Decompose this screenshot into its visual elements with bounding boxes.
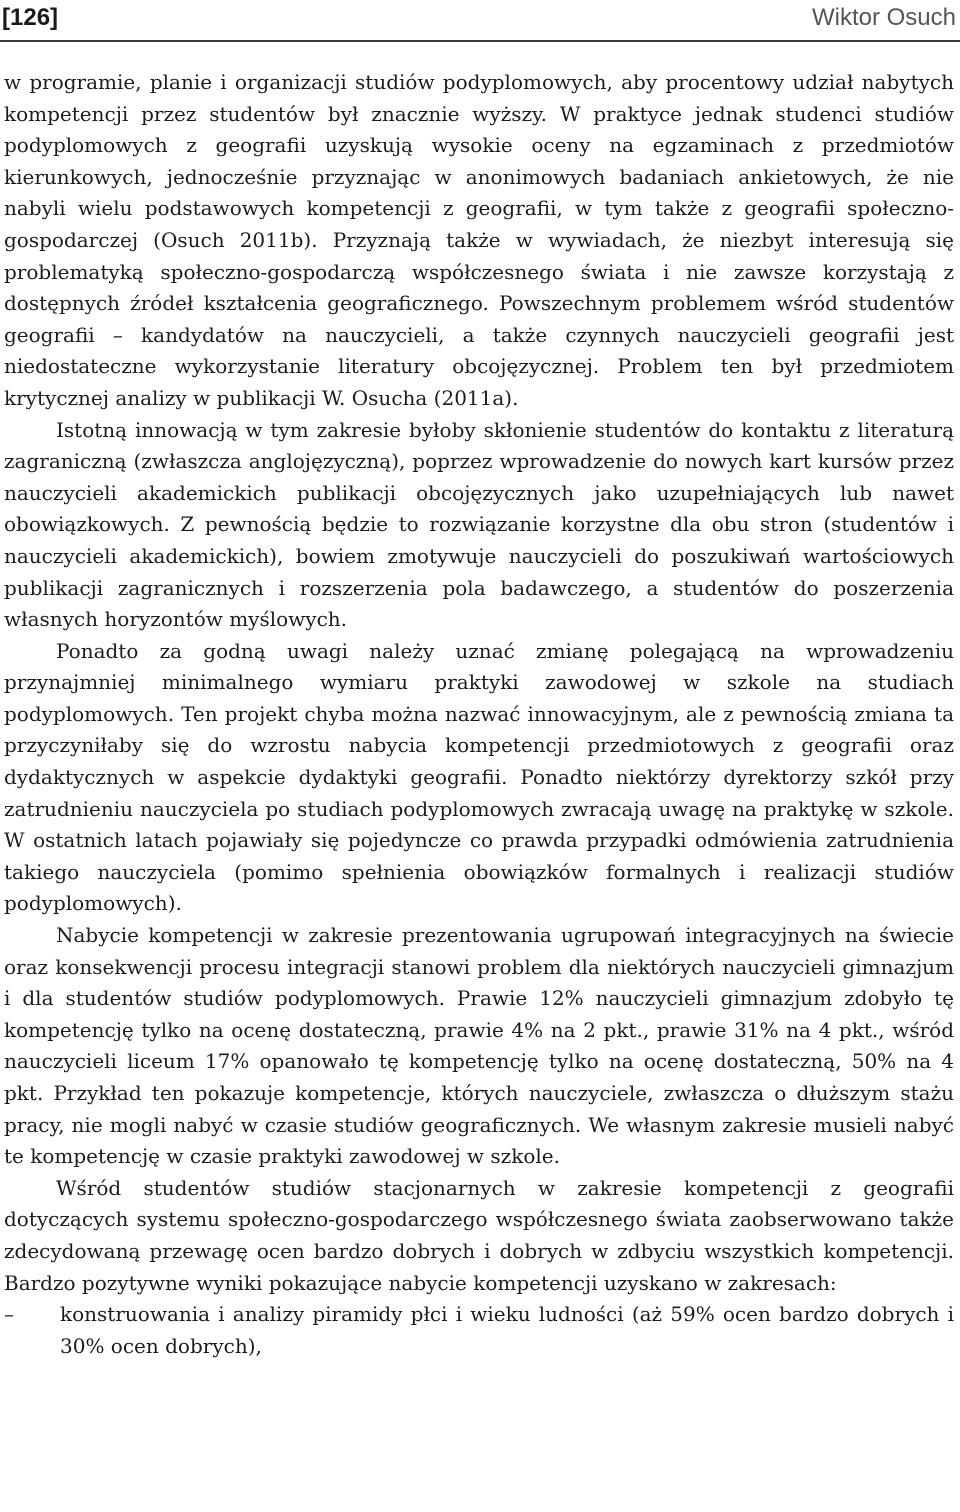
paragraph-continued: w programie, planie i organizacji studiów podyplomowych, aby procentowy udział nabytych kompetencji przez studentów był znacznie wyższy. W praktyce jednak studenci studiów podyplomowych z geografii uzyskują wysokie oceny na egzaminach z przedmiotów kierunkowych, jednocześnie przyznając w anonimowych badaniach ankietowych, że nie nabyli wielu podstawowych kompetencji z geografii, w tym także z geografii społeczno-gospodarczej (Osuch 2011b). Przyznają także w wywiadach, że niezbyt interesują się problematyką społeczno-gospodarczą współczesnego świata i nie zawsze korzystają z dostępnych źródeł kształcenia geograficznego. Powszechnym problemem wśród studentów geografii – kandydatów na nauczycieli, a także czynnych nauczycieli geografii jest niedostateczne wykorzystanie literatury obcojęzycznej. Problem ten był przedmiotem krytycznej analizy w publikacji W. Osucha (2011a). [4, 70, 954, 410]
list-item [4, 1299, 954, 1362]
paragraph: Ponadto za godną uwagi należy uznać zmianę polegającą na wprowadzeniu przynajmniej minimalnego wymiaru praktyki zawodowej w szkole na studiach podyplomowych. Ten projekt chyba można nazwać innowacyjnym, ale z pewnością zmiana ta przyczyniłaby się do wzrostu nabycia kompetencji przedmiotowych z geografii oraz dydaktycznych w aspekcie dydaktyki geografii. Ponadto niektórzy dyrektorzy szkół przy zatrudnieniu nauczyciela po studiach podyplomowych zwracają uwagę na praktykę w szkole. W ostatnich latach pojawiały się pojedyncze co prawda przypadki odmówienia zatrudnienia takiego nauczyciela (pomimo spełnienia obowiązków formalnych i realizacji studiów podyplomowych). [4, 638, 954, 916]
running-author: Wiktor Osuch [811, 4, 956, 31]
running-header [0, 0, 960, 36]
paragraph: Nabycie kompetencji w zakresie prezentowania ugrupowań integracyjnych na świecie oraz konsekwencji procesu integracji stanowi problem dla niektórych nauczycieli gimnazjum i dla studentów studiów podyplomowych. Prawie 12% nauczycieli gimnazjum zdobyło tę kompetencję tylko na ocenę dostateczną, prawie 4% na 2 pkt., prawie 31% na 4 pkt., wśród nauczycieli liceum 17% opanowało tę kompetencję tylko na ocenę dostateczną, 50% na 4 pkt. Przykład ten pokazuje kompetencje, których nauczyciele, zwłaszcza o dłuższym stażu pracy, nie mogli nabyć w czasie studiów geograficznych. We własnym zakresie musieli nabyć te kompetencję w czasie praktyki zawodowej w szkole. [4, 923, 954, 1169]
competency-list [4, 1299, 954, 1362]
page-number: [126] [2, 4, 59, 31]
paragraph: Wśród studentów studiów stacjonarnych w zakresie kompetencji z geografii dotyczących systemu społeczno-gospodarczego współczesnego świata zaobserwowano także zdecydowaną przewagę ocen bardzo dobrych i dobrych w zdbyciu wszystkich kompetencji. Bardzo pozytywne wyniki pokazujące nabycie kompetencji uzyskano w zakresach: [4, 1175, 954, 1295]
paragraph: Istotną innowacją w tym zakresie byłoby skłonienie studentów do kontaktu z literaturą zagraniczną (zwłaszcza anglojęzyczną), poprzez wprowadzenie do nowych kart kursów przez nauczycieli akademickich publikacji obcojęzycznych jako uzupełniających lub nawet obowiązkowych. Z pewnością będzie to rozwiązanie korzystne dla obu stron (studentów i nauczycieli akademickich), bowiem zmotywuje nauczycieli do poszukiwań wartościowych publikacji zagranicznych i rozszerzenia pola badawczego, a studentów do poszerzenia własnych horyzontów myślowych. [4, 417, 954, 632]
list-item-text: konstruowania i analizy piramidy płci i wieku ludności (aż 59% ocen bardzo dobrych i 30% ocen dobrych), [60, 1302, 954, 1358]
header-rule [0, 40, 960, 42]
body-text [4, 67, 954, 1362]
list-dash-marker: – [4, 1302, 14, 1327]
